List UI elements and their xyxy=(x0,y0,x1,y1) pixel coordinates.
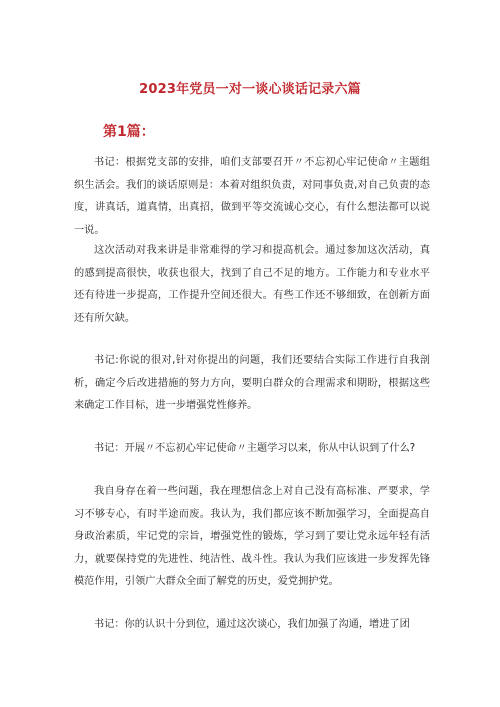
paragraph-6: 书记：你的认识十分到位，通过这次谈心，我们加强了沟通，增进了团 xyxy=(94,619,410,630)
section-heading: 第1篇： xyxy=(103,124,155,140)
paragraph-5: 我自身存在着一些问题，我在理想信念上对自己没有高标准、严要求，学习不够专心，有时半途而废。我认为，我们都应该不断加强学习，全面提高自身政治素质，牢记党的宗旨，增强党性的锻炼，学习到了要让党永远年轻有活力，就要保持党的先进性、纯洁性、战斗性。我认为我们应该进一步发挥先锋模范作用，引领广大群众全面了解党的历史，爱党拥护党。 xyxy=(74,486,430,587)
paragraph-1: 书记：根据党支部的安排，咱们支部要召开〃不忘初心牢记使命〃主题组织生活会。我们的谈话原则是：本着对组织负责，对同事负责,对自己负责的态度，讲真话，道真情，出真招，做到平等交流诚心交心，有什么想法都可以说一说。 xyxy=(74,157,430,236)
paragraph-3: 书记:你说的很对,针对你提出的问题，我们还要结合实际工作进行自我剖析，确定今后改进措施的努力方向，要明白群众的合理需求和期盼，根据这些来确定工作目标，进一步增强党性修养。 xyxy=(74,355,430,411)
paragraph-2: 这次活动对我来讲是非常难得的学习和提高机会。通过参加这次活动，真的感到提高很快，收获也很大，找到了自己不足的地方。工作能力和专业水平还有待进一步提高，工作提升空间还很大。有些工作还不够细致，在创新方面还有所欠缺。 xyxy=(74,245,430,324)
paragraph-4: 书记：开展〃不忘初心牢记使命〃主题学习以来，你从中认识到了什么? xyxy=(94,443,416,454)
document-title: 2023年党员一对一谈心谈话记录六篇 xyxy=(139,82,361,97)
